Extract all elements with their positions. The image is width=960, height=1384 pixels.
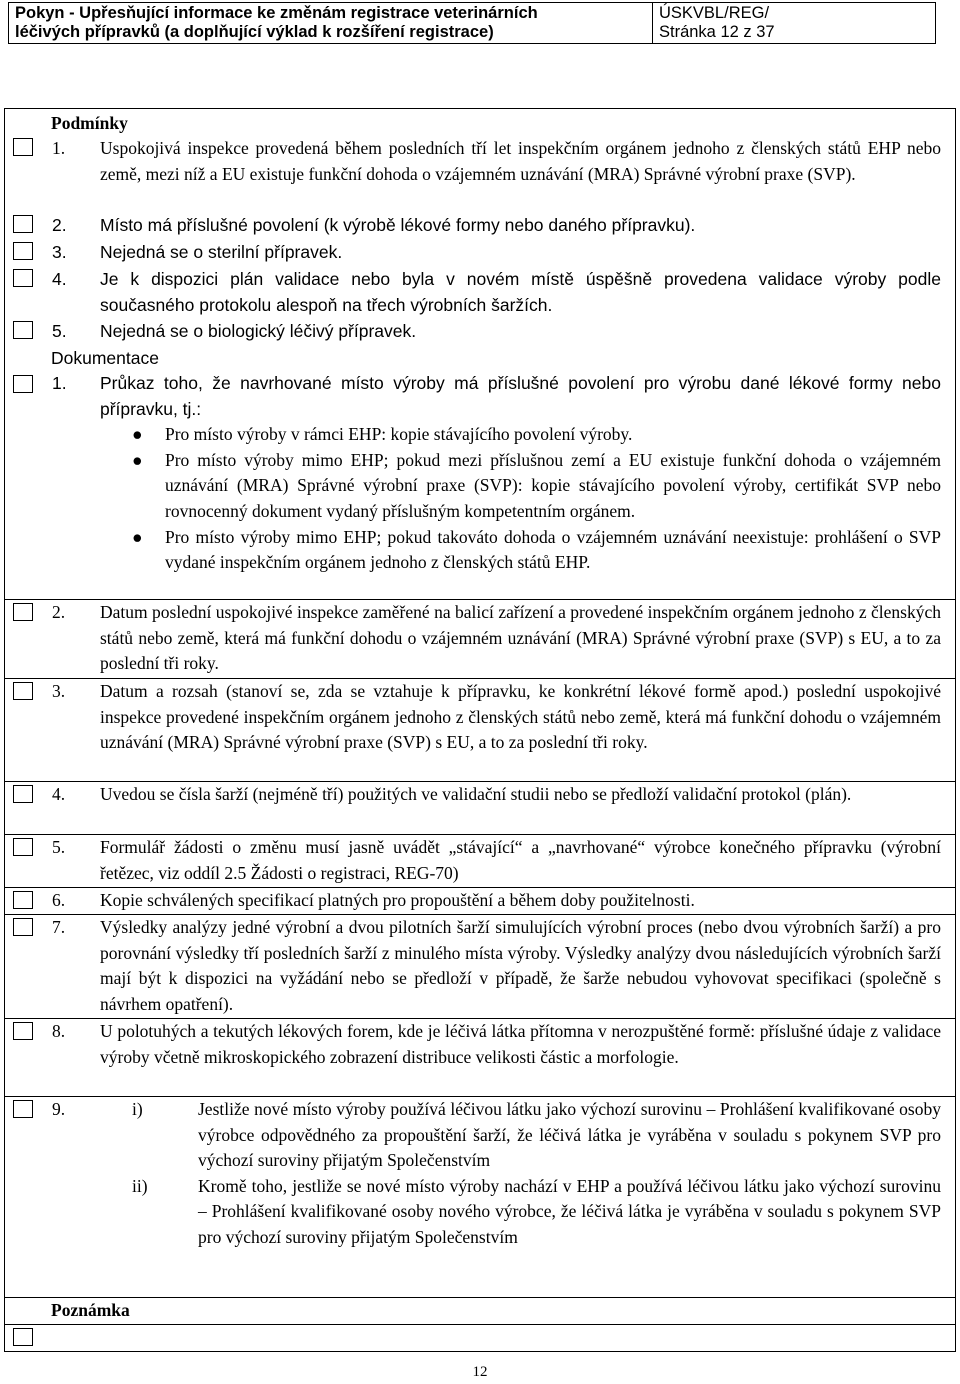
variation-table bbox=[4, 108, 956, 1352]
page-number: 12 bbox=[472, 1364, 488, 1380]
sub-item bbox=[132, 1097, 941, 1174]
documentation-text: Průkaz toho, že navrhované místo výroby má příslušné povolení pro výrobu dané lékové formy nebo přípravku, tj.: bbox=[100, 373, 941, 419]
condition-number: 4. bbox=[52, 269, 67, 289]
condition-row-3 bbox=[5, 240, 955, 267]
header-page: Stránka 12 z 37 bbox=[659, 23, 775, 41]
documentation-row-6 bbox=[5, 887, 955, 914]
checkbox[interactable] bbox=[13, 138, 33, 156]
conditions-heading: Podmínky bbox=[51, 113, 128, 133]
documentation-row-7 bbox=[5, 914, 955, 1018]
bullet-icon: ● bbox=[132, 449, 143, 470]
checkbox[interactable] bbox=[13, 1100, 33, 1118]
note-heading: Poznámka bbox=[51, 1300, 130, 1320]
bullet-text: Pro místo výroby mimo EHP; pokud takováto dohoda o vzájemném uznávání neexistuje: prohlášení o SVP vydané inspekčním orgánem jednoho z členských států EHP. bbox=[165, 526, 941, 573]
sub-item-label: i) bbox=[132, 1099, 143, 1119]
checkbox[interactable] bbox=[13, 1328, 33, 1346]
condition-text: Místo má příslušné povolení (k výrobě lékové formy nebo daného přípravku). bbox=[100, 215, 696, 235]
condition-row-1 bbox=[5, 136, 955, 213]
condition-number: 1. bbox=[52, 138, 66, 158]
sub-item-text: Jestliže nové místo výroby používá léčivou látku jako výchozí surovinu – Prohlášení kvalifikované osoby výrobce odpovědného za propouštění šarží, že léčivá látka je vyráběna v souladu s pokynem SVP pro výchozí suroviny přijatým Společenstvím bbox=[198, 1099, 941, 1171]
condition-text: Nejedná se o biologický léčivý přípravek. bbox=[100, 321, 417, 341]
sub-item-label: ii) bbox=[132, 1175, 148, 1196]
header-meta bbox=[653, 3, 935, 43]
sub-item-text: Kromě toho, jestliže se nové místo výroby nachází v EHP a používá léčivou látku jako výchozí surovinu – Prohlášení kvalifikované osoby nového výrobce, že léčivá látka je vyráběna v souladu s pokynem SVP pro výchozí suroviny přijatým Společenstvím bbox=[198, 1175, 941, 1247]
header-title-line2: léčivých přípravků (a doplňující výklad k rozšíření registrace) bbox=[15, 23, 494, 41]
bullet-item bbox=[132, 525, 941, 576]
documentation-text: Datum a rozsah (stanoví se, zda se vztahuje k přípravku, ke konkrétní lékové formě apod.) poslední uspokojivé inspekce provedené inspekčním orgánem jednoho z členských států nebo země, která má funkční dohodu o vzájemném uznávání (MRA) Správné výrobní praxe (SVP) s EU, a to za poslední tři roky. bbox=[100, 681, 941, 753]
bullet-icon: ● bbox=[132, 424, 143, 445]
bullet-icon: ● bbox=[132, 526, 143, 547]
checkbox[interactable] bbox=[13, 269, 33, 287]
condition-row-5 bbox=[5, 319, 955, 346]
checkbox[interactable] bbox=[13, 321, 33, 339]
condition-text: Nejedná se o sterilní přípravek. bbox=[100, 242, 343, 262]
documentation-row-8 bbox=[5, 1018, 955, 1096]
header-title bbox=[9, 3, 653, 43]
documentation-text: Formulář žádosti o změnu musí jasně uvádět „stávající“ a „navrhované“ výrobce konečného přípravku (výrobní řetězec, viz oddíl 2.5 Žádosti o registraci, REG-70) bbox=[100, 837, 941, 883]
documentation-number: 4. bbox=[52, 784, 66, 804]
condition-number: 5. bbox=[52, 321, 67, 341]
checkbox[interactable] bbox=[13, 918, 33, 936]
checkbox[interactable] bbox=[13, 603, 33, 621]
documentation-text: Datum poslední uspokojivé inspekce zaměřené na balicí zařízení a provedené inspekčním orgánem jednoho z členských států nebo země, která má funkční dohodu o vzájemném uznávání (MRA) Správné výrobní praxe (SVP) s EU, a to za poslední tři roky. bbox=[100, 602, 941, 674]
sub-item bbox=[132, 1174, 941, 1251]
documentation-number: 8. bbox=[52, 1021, 66, 1041]
condition-number: 2. bbox=[52, 215, 67, 235]
documentation-text: Uvedou se čísla šarží (nejméně tří) použitých ve validační studii nebo se předloží validační protokol (plán). bbox=[100, 784, 852, 804]
condition-row-2 bbox=[5, 213, 955, 240]
note-content-row bbox=[5, 1324, 955, 1351]
checkbox[interactable] bbox=[13, 838, 33, 856]
documentation-number: 6. bbox=[52, 890, 66, 910]
checkbox[interactable] bbox=[13, 375, 33, 393]
page-header bbox=[8, 2, 936, 44]
documentation-text: U polotuhých a tekutých lékových forem, kde je léčivá látka přítomna v nerozpuštěné formě: příslušné údaje z validace výroby včetně mikroskopického zobrazení distribuce velikosti částic a morfologie. bbox=[100, 1021, 941, 1067]
documentation-heading: Dokumentace bbox=[51, 348, 159, 368]
bullet-item bbox=[132, 448, 941, 525]
documentation-row-4 bbox=[5, 781, 955, 834]
checkbox[interactable] bbox=[13, 682, 33, 700]
documentation-number: 5. bbox=[52, 837, 66, 857]
header-code: ÚSKVBL/REG/ bbox=[659, 4, 770, 22]
documentation-row-2 bbox=[5, 599, 955, 678]
bullet-item bbox=[132, 422, 941, 448]
condition-text: Je k dispozici plán validace nebo byla v novém místě úspěšně provedena validace výroby podle současného protokolu alespoň na třech výrobních šaržích. bbox=[100, 269, 941, 315]
documentation-row-9 bbox=[5, 1096, 955, 1297]
header-title-line1: Pokyn - Upřesňující informace ke změnám registrace veterinárních bbox=[15, 4, 538, 22]
condition-text: Uspokojivá inspekce provedená během posledních tří let inspekčním orgánem jednoho z členských států EHP nebo země, mezi níž a EU existuje funkční dohoda o vzájemném uznávání (MRA) Správné výrobní praxe (SVP). bbox=[100, 138, 941, 184]
checkbox[interactable] bbox=[13, 242, 33, 260]
note-row bbox=[5, 1297, 955, 1324]
condition-number: 3. bbox=[52, 242, 67, 262]
documentation-number: 3. bbox=[52, 681, 66, 701]
bullet-text: Pro místo výroby v rámci EHP: kopie stávajícího povolení výroby. bbox=[165, 424, 633, 445]
documentation-row-3 bbox=[5, 678, 955, 781]
checkbox[interactable] bbox=[13, 1022, 33, 1040]
documentation-number: 1. bbox=[52, 373, 67, 393]
documentation-number: 9. bbox=[52, 1099, 66, 1119]
documentation-row-5 bbox=[5, 834, 955, 887]
checkbox[interactable] bbox=[13, 215, 33, 233]
condition-row-4 bbox=[5, 267, 955, 319]
documentation-text: Výsledky analýzy jedné výrobní a dvou pilotních šarží simulujících výrobní proces (nebo dvou výrobních šarží) a pro porovnání výsledky tří posledních šarží z minulého místa výroby. Výsledky analýzy dvou následujících výrobních šarží mají být k dispozici na vyžádání nebo se předloží v případě, že šarže nebudou vyhovovat specifikaci (společně s návrhem opatření). bbox=[100, 917, 941, 1014]
documentation-number: 2. bbox=[52, 602, 66, 622]
documentation-text: Kopie schválených specifikací platných pro propouštění a během doby použitelnosti. bbox=[100, 890, 695, 910]
documentation-number: 7. bbox=[52, 917, 66, 937]
checkbox[interactable] bbox=[13, 891, 33, 909]
checkbox[interactable] bbox=[13, 785, 33, 803]
bullet-text: Pro místo výroby mimo EHP; pokud mezi příslušnou zemí a EU existuje funkční dohoda o vzájemném uznávání (MRA) Správné výrobní praxe (SVP): kopie stávajícího povolení výroby, certifikát SVP nebo rovnocenný dokument vydaný příslušným kompetentním orgánem. bbox=[165, 449, 941, 521]
documentation-row-1 bbox=[5, 371, 955, 599]
